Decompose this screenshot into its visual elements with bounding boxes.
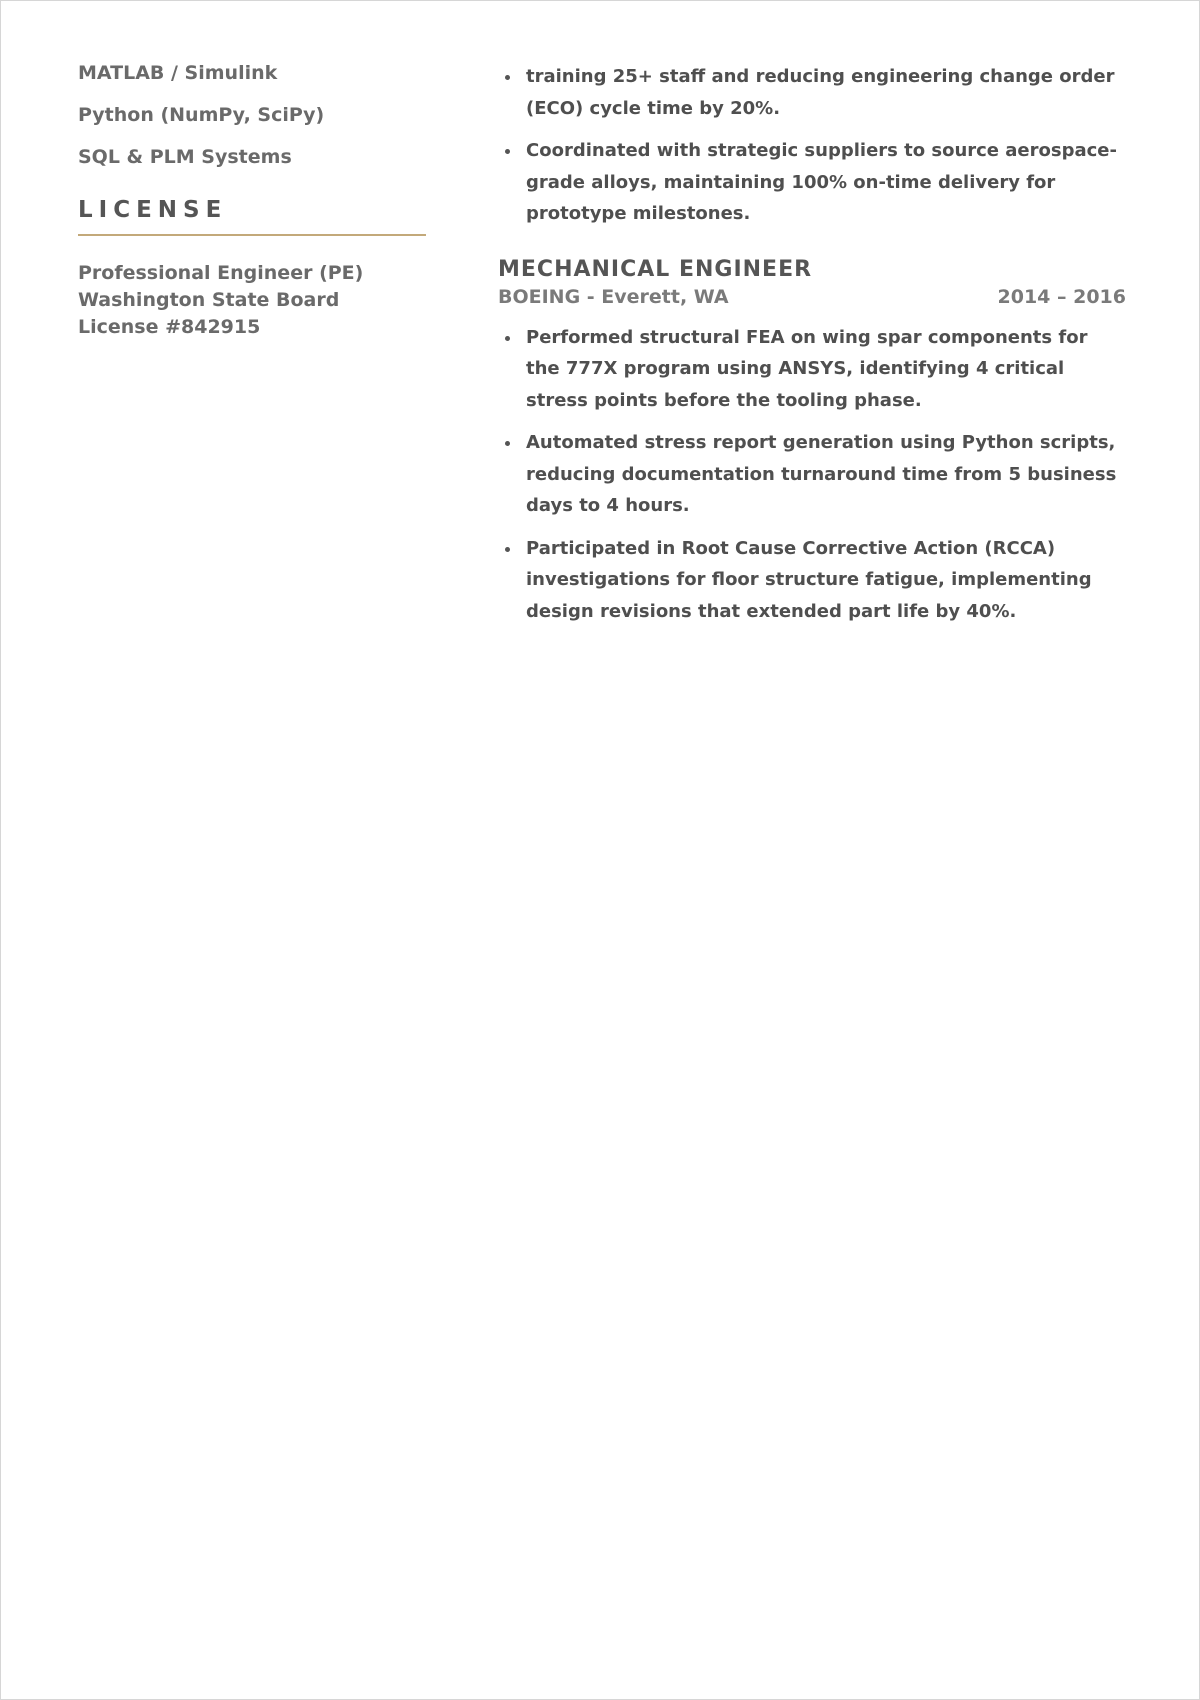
bullet-item — [498, 322, 1126, 417]
bullet-icon — [505, 149, 510, 154]
job-bullets — [498, 322, 1126, 628]
right-column — [498, 61, 1126, 638]
job-entry — [498, 256, 1126, 628]
bullet-item — [498, 61, 1126, 124]
license-line: License #842915 — [78, 316, 261, 338]
bullet-item — [498, 533, 1126, 628]
license-heading: LICENSE — [78, 197, 228, 223]
previous-job-bullets — [498, 61, 1126, 230]
skill-item: MATLAB / Simulink — [78, 62, 278, 84]
bullet-text: training 25+ staff and reducing engineering change order (ECO) cycle time by 20%. — [526, 66, 1115, 119]
bullet-item — [498, 135, 1126, 230]
skill-item: SQL & PLM Systems — [78, 146, 292, 168]
license-line: Professional Engineer (PE) — [78, 262, 364, 284]
bullet-item — [498, 427, 1126, 522]
job-meta — [498, 284, 1126, 310]
job-dates: 2014 – 2016 — [997, 285, 1126, 308]
skill-item: Python (NumPy, SciPy) — [78, 104, 325, 126]
license-divider — [78, 234, 426, 236]
bullet-icon — [505, 547, 510, 552]
bullet-text: Coordinated with strategic suppliers to source aerospace-grade alloys, maintaining 100% on-time delivery for prototype milestones. — [526, 140, 1117, 224]
bullet-icon — [505, 336, 510, 341]
left-column — [78, 61, 427, 341]
bullet-text: Performed structural FEA on wing spar components for the 777X program using ANSYS, identifying 4 critical stress points before the tooling phase. — [526, 326, 1088, 411]
company-location: BOEING - Everett, WA — [498, 285, 729, 308]
bullet-text: Automated stress report generation using Python scripts, reducing documentation turnaround time from 5 business days to 4 hours. — [526, 432, 1117, 516]
bullet-text: Participated in Root Cause Corrective Action (RCCA) investigations for floor structure fatigue, implementing design revisions that extended part life by 40%. — [526, 537, 1092, 622]
license-line: Washington State Board — [78, 289, 340, 311]
job-title: MECHANICAL ENGINEER — [498, 256, 813, 282]
bullet-icon — [505, 441, 510, 446]
license-details — [78, 260, 427, 341]
bullet-icon — [505, 75, 510, 80]
